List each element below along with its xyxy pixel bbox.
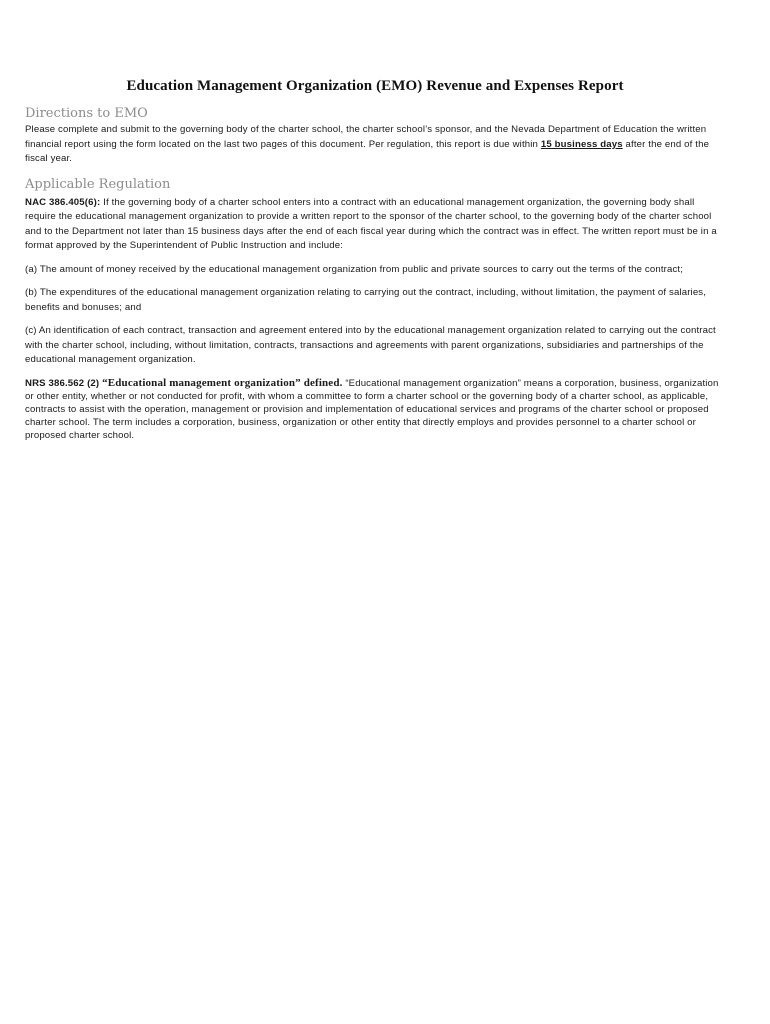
regulation-item-a: (a) The amount of money received by the educational management organization from public and private sources to carry out the terms of the contract;: [25, 263, 684, 275]
directions-text-before: Please complete and submit to the governing body of the charter school, the charter school’s sponsor, and the Nevada Department of Education the written financial report using the form located on the last two pages of this document. Per regulation, this report is due within: [25, 124, 707, 150]
document-page: [25, 78, 725, 442]
nrs-paragraph: [25, 377, 725, 442]
nac-paragraph: [25, 196, 725, 254]
directions-paragraph: [25, 123, 725, 167]
regulation-item-c: (c) An identification of each contract, transaction and agreement entered into by the educational management organization related to carrying out the contract with the charter school, including, without limitation, contracts, transactions and agreements with parent organizations, subsidiaries and partnerships of the educational management organization.: [25, 325, 716, 365]
nac-reference: NAC 386.405(6):: [25, 196, 101, 208]
nrs-reference: NRS 386.562 (2): [25, 377, 100, 389]
nrs-definition-text: “Educational management organization” means a corporation, business, organization or other entity, whether or not conducted for profit, with whom a committee to form a charter school or the governing body of a charter school, as applicable, contracts to assist with the operation, management or provision and implementation of educational services and programs of the charter school or proposed charter school. The term includes a corporation, business, organization or other entity that directly employs and provides personnel to a charter school or proposed charter school.: [25, 377, 719, 441]
regulation-heading: Applicable Regulation: [25, 176, 171, 192]
directions-heading: Directions to EMO: [25, 106, 148, 121]
nrs-defined-term: “Educational management organization” defined.: [99, 376, 343, 389]
directions-text-after: after the end of the fiscal year.: [25, 138, 710, 164]
regulation-item-b: (b) The expenditures of the educational management organization relating to carrying out the contract, including, without limitation, the payment of salaries, benefits and bonuses; and: [25, 287, 707, 313]
deadline-emphasis: 15 business days: [540, 138, 623, 150]
nac-text: If the governing body of a charter school enters into a contract with an educational management organization, the governing body shall require the educational management organization to provide a written report to the sponsor of the charter school, to the governing body of the charter school and to the Department not later than 15 business days after the end of each fiscal year during which the contract was in effect. The written report must be in a format approved by the Superintendent of Public Instruction and include:: [25, 196, 717, 251]
document-title: Education Management Organization (EMO) Revenue and Expenses Report: [126, 78, 624, 94]
